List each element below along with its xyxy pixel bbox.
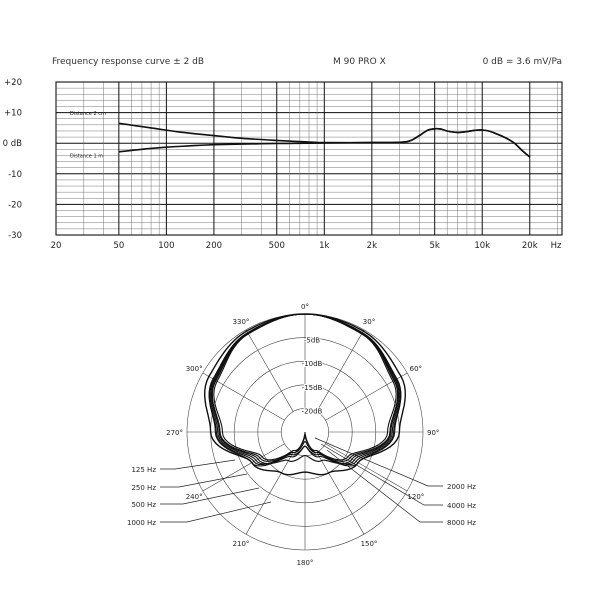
- x-tick-label: 20k: [521, 241, 538, 251]
- ring-label: -15dB: [301, 383, 323, 392]
- angle-label: 0°: [301, 303, 309, 311]
- x-tick-label: 50: [113, 241, 125, 251]
- header-reference: 0 dB = 3.6 mV/Pa: [482, 57, 562, 67]
- legend-label-left: 250 Hz: [131, 484, 156, 492]
- legend-leader: [160, 474, 247, 487]
- legend-label-left: 125 Hz: [131, 466, 156, 474]
- x-tick-label: 2k: [366, 241, 378, 251]
- angle-label: 150°: [360, 539, 378, 548]
- series-label: Distance 1 m: [70, 153, 104, 160]
- y-tick-label: -20: [8, 200, 22, 211]
- angle-label: 180°: [296, 559, 314, 567]
- legend-label-left: 500 Hz: [131, 501, 156, 509]
- y-tick-label: -10: [8, 169, 22, 180]
- angle-label: 270°: [166, 429, 183, 437]
- x-tick-label: 200: [205, 241, 223, 251]
- x-tick-label: 500: [268, 241, 285, 251]
- y-tick-label: -30: [8, 231, 22, 241]
- legend-label-left: 1000 Hz: [127, 519, 156, 527]
- angle-label: 30°: [362, 318, 376, 327]
- ring-label: -20dB: [301, 407, 323, 416]
- legend-label-right: 8000 Hz: [447, 519, 476, 527]
- legend-leader: [160, 460, 235, 469]
- y-tick-label: 0 dB: [2, 139, 22, 150]
- header-title: Frequency response curve ± 2 dB: [52, 57, 205, 67]
- x-unit-label: Hz: [550, 241, 562, 251]
- series-label: Distance 2 cm: [70, 111, 106, 118]
- legend-leader: [321, 444, 443, 505]
- angle-label: 90°: [427, 429, 440, 437]
- angle-label: 60°: [409, 365, 423, 373]
- x-tick-label: 20: [50, 241, 62, 251]
- angle-label: 240°: [185, 493, 203, 501]
- header-model: M 90 PRO X: [333, 57, 386, 67]
- angle-label: 300°: [185, 365, 203, 373]
- ring-label: -5dB: [303, 336, 321, 345]
- x-tick-label: 5k: [429, 241, 440, 251]
- frequency-grid: [56, 82, 562, 235]
- legend-label-right: 2000 Hz: [447, 483, 476, 491]
- legend-label-right: 4000 Hz: [447, 502, 476, 510]
- angle-label: 120°: [407, 493, 425, 501]
- polar-legend: [127, 438, 476, 527]
- x-tick-label: 100: [158, 241, 175, 251]
- frequency-axes: [3, 78, 562, 251]
- polar-spoke: [317, 330, 364, 412]
- x-tick-label: 10k: [474, 241, 491, 251]
- y-tick-label: +20: [4, 78, 22, 88]
- polar-spoke: [246, 330, 293, 412]
- ring-label: -10dB: [301, 360, 323, 369]
- angle-label: 210°: [232, 539, 250, 548]
- y-tick-label: +10: [4, 108, 22, 119]
- x-tick-label: 1k: [319, 241, 330, 251]
- angle-label: 330°: [232, 318, 250, 327]
